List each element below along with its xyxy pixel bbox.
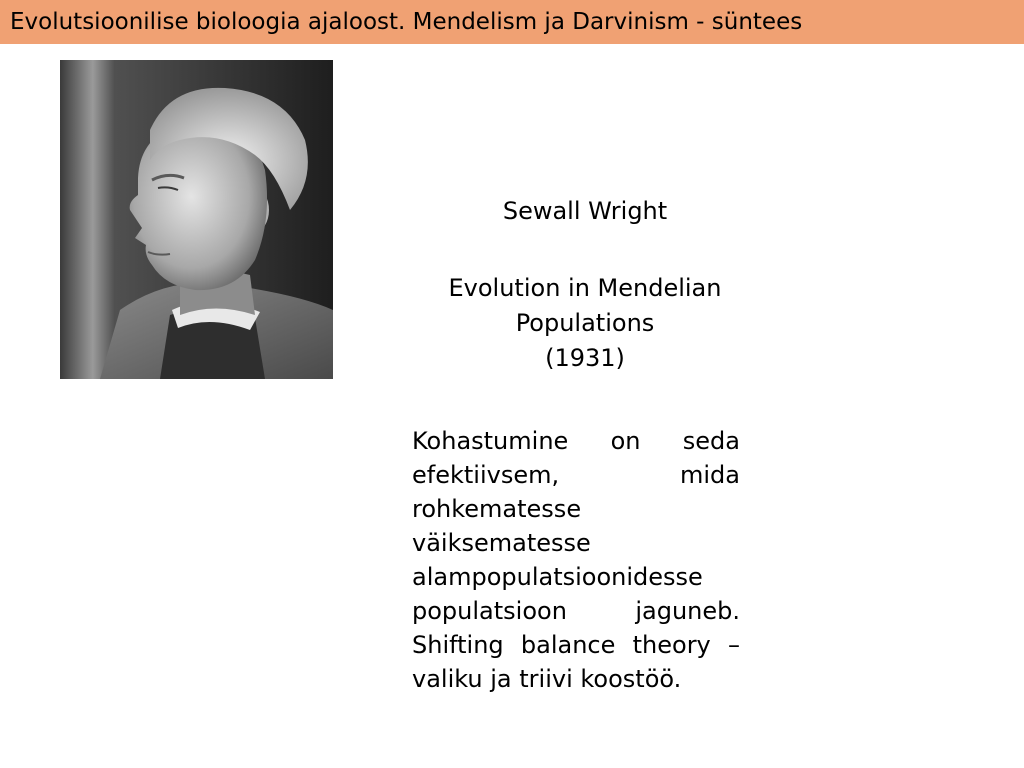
publication-year: (1931) [545, 344, 625, 372]
slide-title: Evolutsioonilise bioloogia ajaloost. Mendelism ja Darvinism - süntees [10, 9, 803, 35]
publication-title-line-1: Evolution in Mendelian [448, 274, 722, 302]
description-text: Kohastumine on seda efektiivsem, mida rohkematesse väiksematesse alampopulatsioonidesse populatsioon jaguneb. Shifting balance theory – valiku ja triivi koostöö. [412, 427, 740, 693]
slide-title-bar [0, 0, 1024, 44]
portrait-photo-illustration [60, 60, 333, 379]
scientist-name: Sewall Wright [502, 197, 668, 225]
publication-title-line-2: Populations [515, 309, 655, 337]
publication-title [400, 271, 770, 376]
portrait-photo [60, 60, 333, 379]
